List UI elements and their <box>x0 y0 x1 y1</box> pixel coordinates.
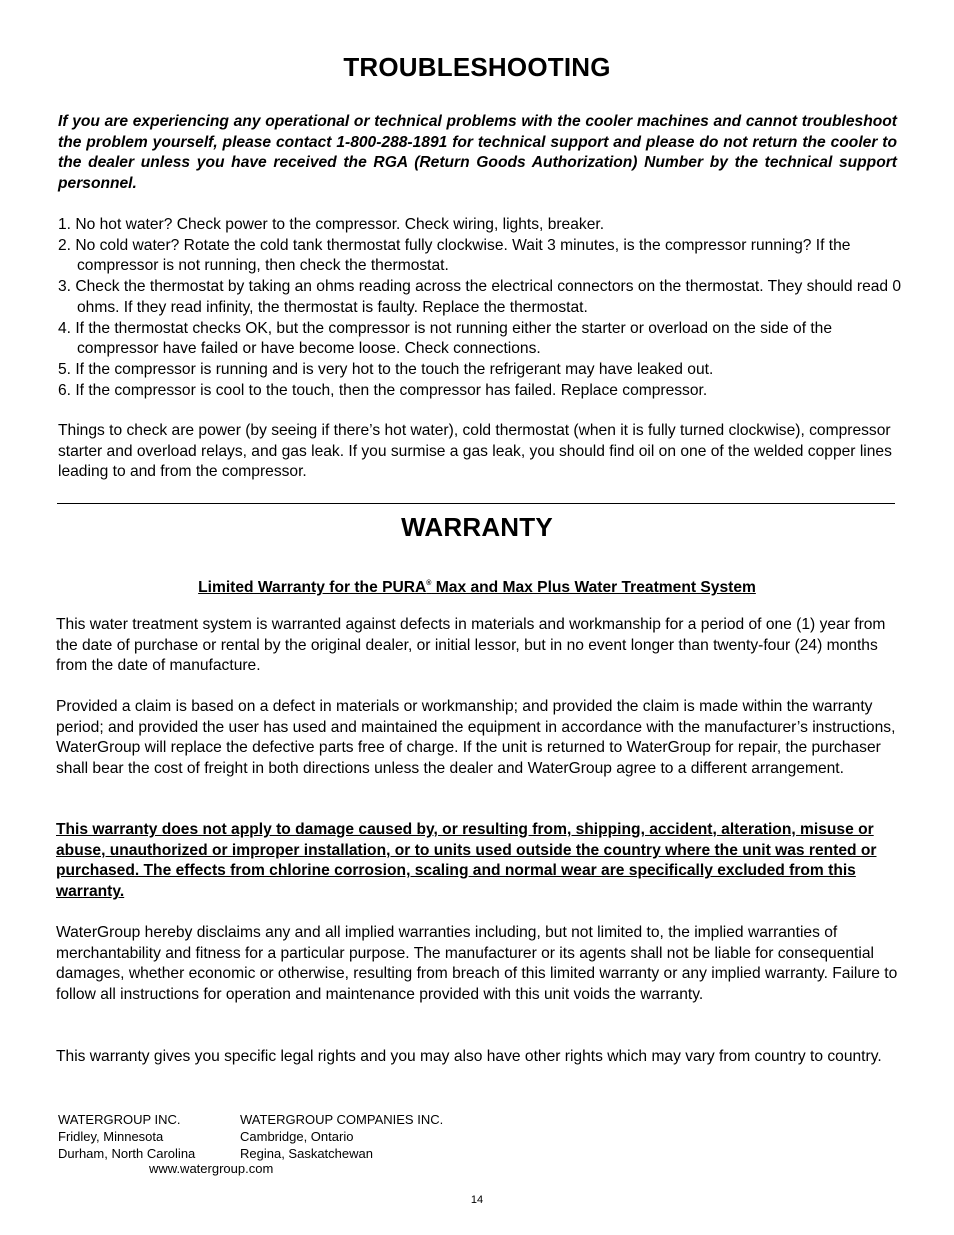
things-to-check-paragraph: Things to check are power (by seeing if there’s hot water), cold thermostat (when it is fully turned clockwise), compressor starter and overload relays, and gas leak. If you surmise a gas leak, you should find oil on one of the welded copper lines leading to and from the compressor. <box>58 422 892 481</box>
list-item: 2. No cold water? Rotate the cold tank thermostat fully clockwise. Wait 3 minutes, is the compressor running? If the compressor is not running, then check the thermostat. <box>58 236 851 275</box>
warranty-exclusion-paragraph: This warranty does not apply to damage caused by, or resulting from, shipping, accident, alteration, misuse or abuse, unauthorized or improper installation, or to units used outside the country where the unit was rented or purchased. The effects from chlorine corrosion, scaling and normal wear are specifically excluded from this warranty. <box>56 821 877 901</box>
address-line: Cambridge, Ontario <box>240 1129 354 1144</box>
list-item: 6. If the compressor is cool to the touch, then the compressor has failed. Replace compressor. <box>58 381 708 399</box>
list-item: 1. No hot water? Check power to the compressor. Check wiring, lights, breaker. <box>58 216 605 233</box>
warranty-heading: WARRANTY <box>401 512 553 542</box>
warranty-disclaimer-paragraph: WaterGroup hereby disclaims any and all implied warranties including, but not limited to, the implied warranties of merchantability and fitness for a particular purpose. The manufacturer or its agents shall not be liable for consequential damages, whether economic or otherwise, resulting from breach of this limited warranty or any implied warranty. Failure to follow all instructions for operation and maintenance provided with this unit voids the warranty. <box>56 924 898 1004</box>
list-item: 4. If the thermostat checks OK, but the compressor is not running either the starter or overload on the side of the compressor have failed or have become loose. Check connections. <box>58 319 833 358</box>
troubleshooting-intro: If you are experiencing any operational or technical problems with the cooler machines and cannot troubleshoot the problem yourself, please contact 1-800-288-1891 for technical support and please do not return the cooler to the dealer unless you have received the RGA (Return Goods Authorization) Number by the technical support personnel. <box>58 113 897 193</box>
us-address-block <box>58 1111 195 1162</box>
warranty-claim-paragraph: Provided a claim is based on a defect in materials or workmanship; and provided the claim is made within the warranty period; and provided the user has used and maintained the equipment in accordance with the manufacturer’s instructions, WaterGroup will replace the defective parts free of charge. If the unit is returned to WaterGroup for repair, the purchaser shall bear the cost of freight in both directions unless the dealer and WaterGroup agree to a different arrangement. <box>56 698 896 778</box>
address-line: Fridley, Minnesota <box>58 1129 164 1144</box>
address-line: Durham, North Carolina <box>58 1146 196 1161</box>
page-number: 14 <box>470 1194 484 1206</box>
subtitle-text-start: Limited Warranty for the PURA <box>198 579 427 596</box>
list-item: 3. Check the thermostat by taking an ohms reading across the electrical connectors on the thermostat. They should read 0 ohms. If they read infinity, the thermostat is faulty. Replace the thermostat. <box>58 278 902 316</box>
registered-mark: ® <box>426 580 432 587</box>
warranty-subtitle <box>0 574 954 598</box>
company-name: WATERGROUP COMPANIES INC. <box>240 1112 444 1127</box>
subtitle-text-end: Max and Max Plus Water Treatment System <box>431 579 756 596</box>
list-item: 5. If the compressor is running and is very hot to the touch the refrigerant may have leaked out. <box>58 360 714 378</box>
website-text: www.watergroup.com <box>149 1161 274 1176</box>
troubleshooting-heading: TROUBLESHOOTING <box>343 52 611 82</box>
warranty-period-paragraph: This water treatment system is warranted against defects in materials and workmanship for a period of one (1) year from the date of purchase or rental by the original dealer, or initial lessor, but in no event longer than twenty-four (24) months from the date of manufacture. <box>56 616 886 675</box>
company-name: WATERGROUP INC. <box>58 1112 181 1127</box>
canada-address-block <box>240 1111 443 1162</box>
section-divider <box>57 503 895 504</box>
troubleshooting-steps <box>58 215 908 401</box>
address-line: Regina, Saskatchewan <box>240 1146 373 1161</box>
legal-rights-paragraph: This warranty gives you specific legal rights and you may also have other rights which may vary from country to country. <box>56 1048 882 1065</box>
